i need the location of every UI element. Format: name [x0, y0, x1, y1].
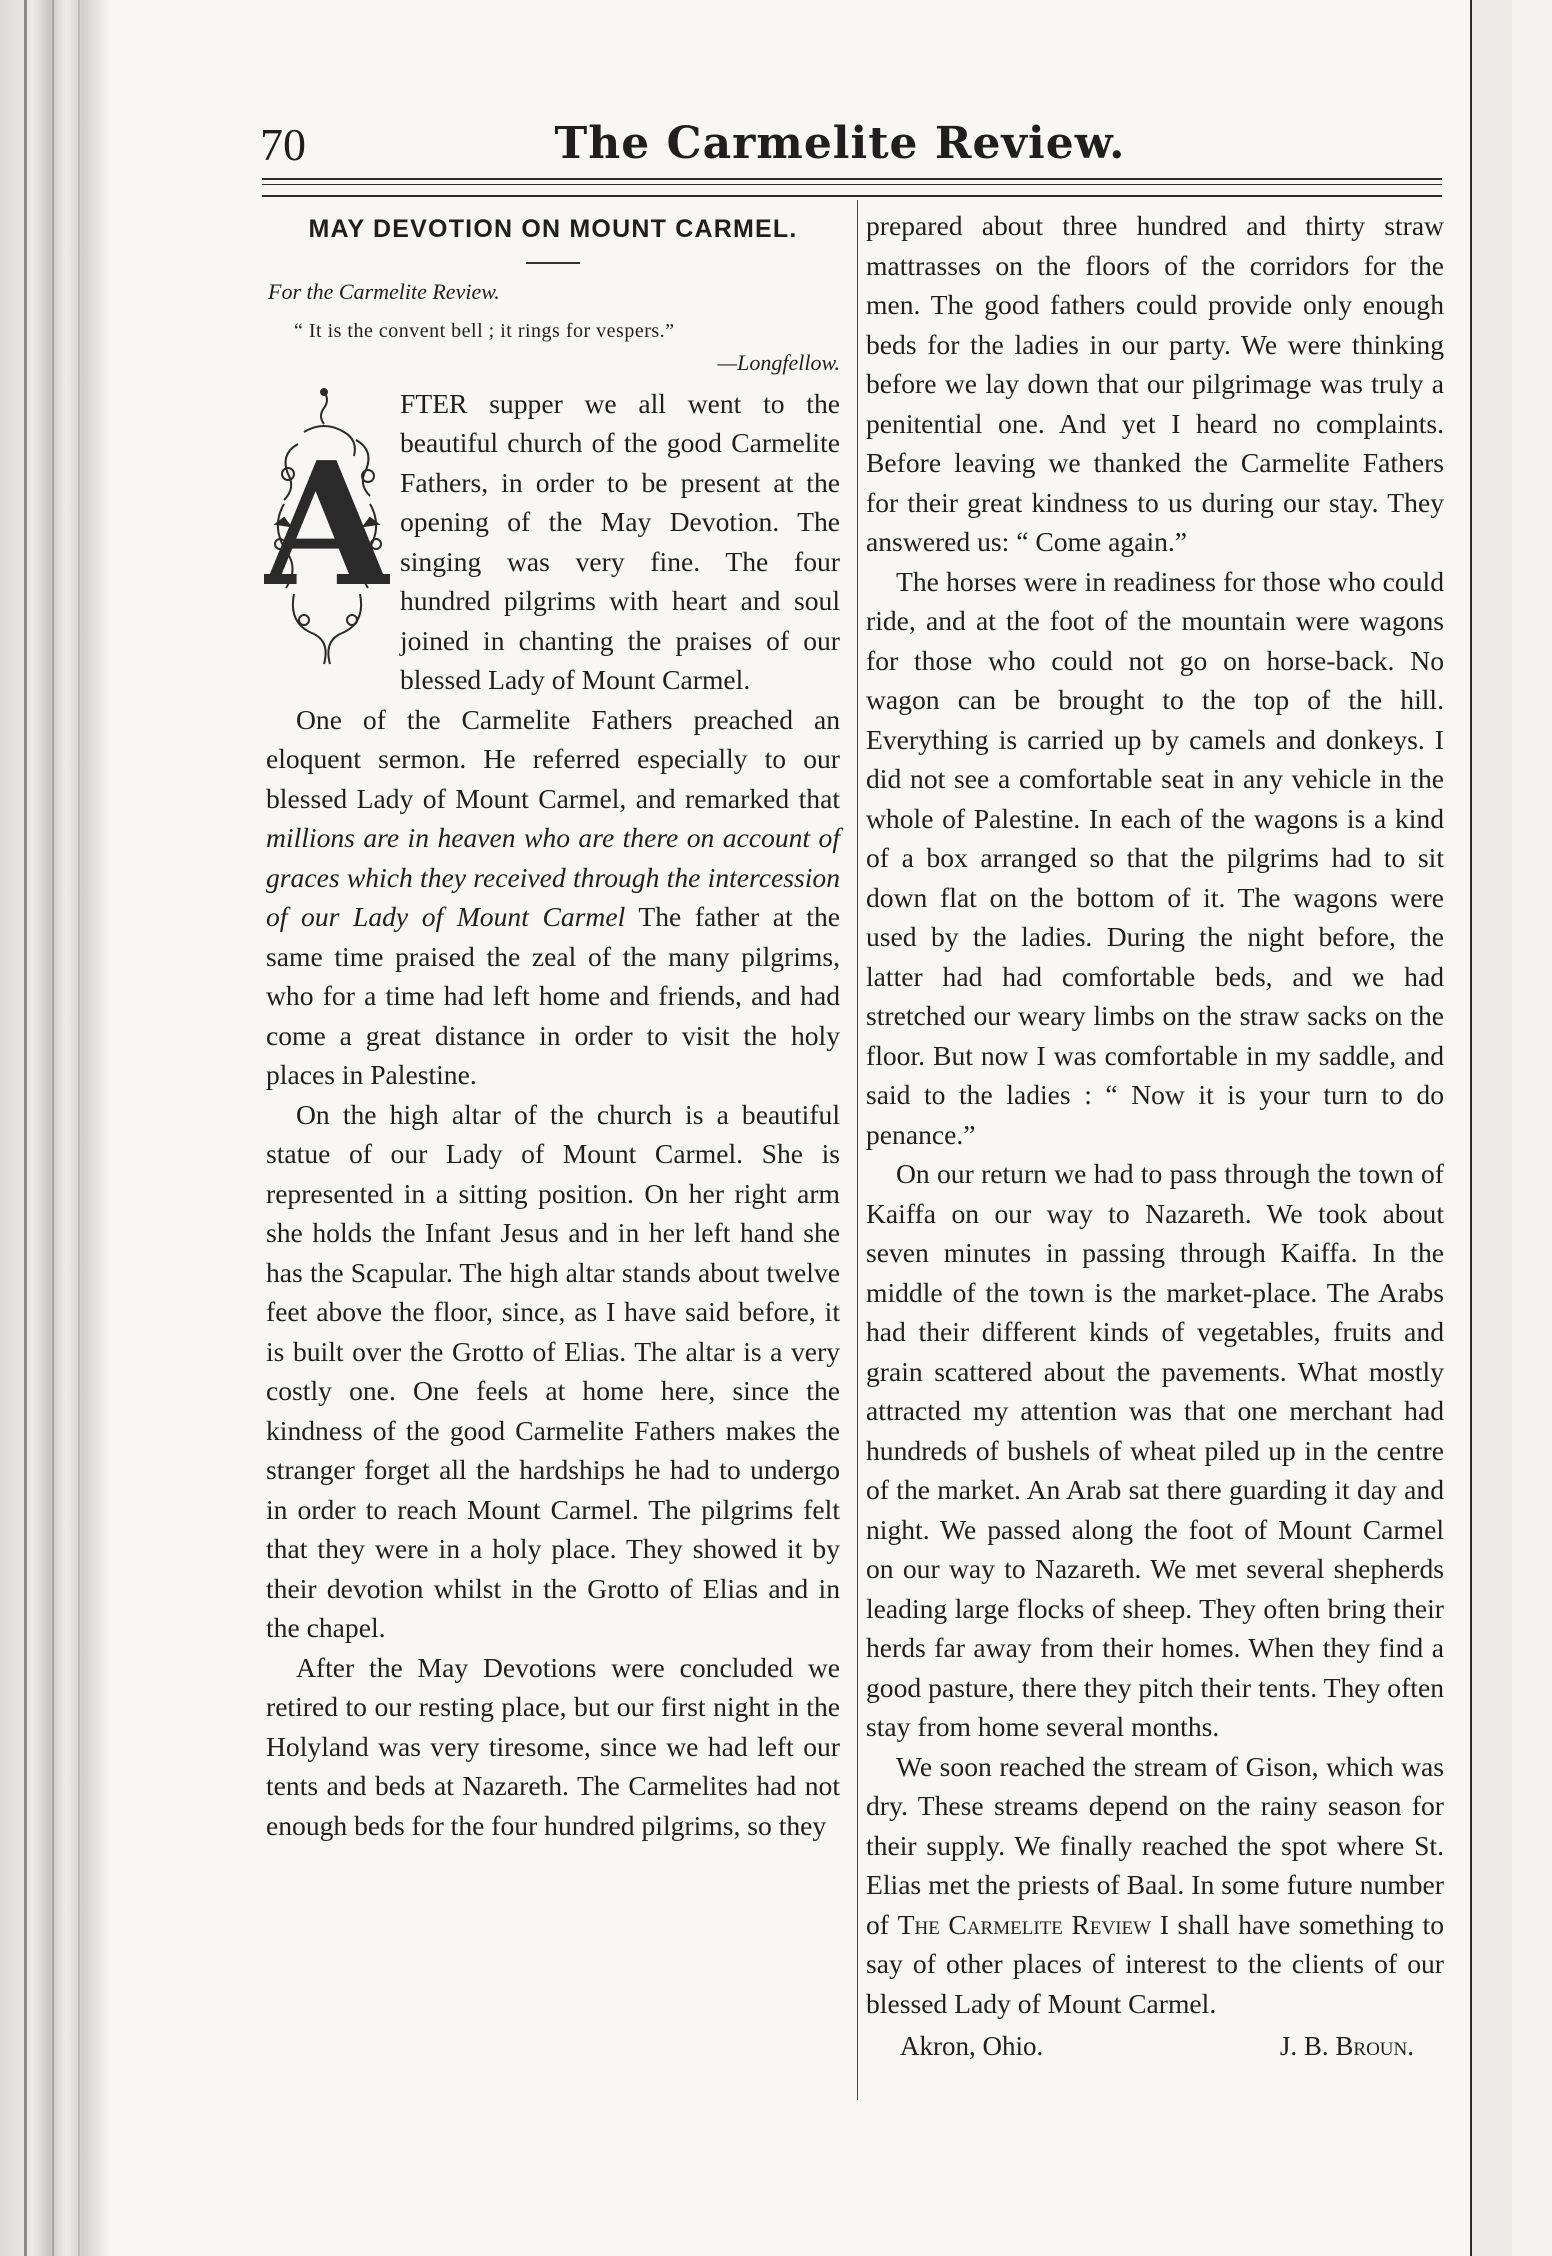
running-head: The Carmelite Review. — [554, 118, 1126, 169]
header-rule — [262, 195, 1442, 197]
drop-cap-ornament — [264, 384, 390, 674]
paragraph-italic: millions are in heaven who are there on account of graces which they received through the intercession of our Lady of Mount Carmel — [266, 822, 840, 932]
journal-name: The Carmelite Review — [897, 1908, 1152, 1940]
ornament-icon — [264, 384, 390, 674]
binding-edge-line — [24, 0, 27, 2256]
page-edge — [1470, 0, 1512, 2256]
header-rule — [262, 184, 1442, 185]
epigraph-author: —Longfellow. — [717, 349, 840, 375]
paragraph — [266, 700, 840, 1095]
paragraph: On our return we had to pass through the town of Kaiffa on our way to Nazareth. We took about seven minutes in passing through Kaiffa. In the middle of the town is the market-place. The Arabs had their different kinds of vegetables, fruits and grain scattered about the pavements. What mostly attracted my attention was that one merchant had hundreds of bushels of wheat piled up in the centre of the market. An Arab sat there guarding it day and night. We passed along the foot of Mount Carmel on our way to Nazareth. We met several shepherds leading large flocks of sheep. They often bring their herds far away from their homes. When they find a good pasture, there they pitch their tents. They often stay from home several months. — [866, 1158, 1444, 1742]
paragraph-text: We soon reached the stream of Gison, which was dry. These streams depend on the rainy season for their supply. We finally reached the spot where St. Elias met the priests of Baal. In some future number of — [866, 1750, 1444, 1940]
signoff — [866, 2027, 1444, 2067]
byline: For the Carmelite Review. — [268, 278, 500, 304]
paragraph — [866, 1747, 1444, 2024]
paragraph: After the May Devotions were concluded we retired to our resting place, but our first night in the Holyland was very tiresome, since we had left our tents and beds at Nazareth. The Carmelites had not enough beds for the four hundred pilgrims, so they — [266, 1651, 840, 1841]
epigraph: “ It is the convent bell ; it rings for vespers.” — [294, 319, 675, 342]
paragraph-text: The father at the same time praised the zeal of the many pilgrims, who for a time had left home and friends, and had come a great distance in order to visit the holy places in Palestine. — [266, 901, 840, 1090]
signoff-place: Akron, Ohio. — [900, 2031, 1044, 2061]
paragraph: The horses were in readiness for those who could ride, and at the foot of the mountain were wagons for those who could not go on horse-back. No wagon can be brought to the top of the hill. Everything is carried up by camels and donkeys. I did not see a comfortable seat in any vehicle in the whole of Palestine. In each of the wagons is a kind of a box arranged so that the pilgrims had to sit down flat on the bottom of it. The wagons were used by the ladies. During the night before, the latter had had comfortable beds, and we had stretched our weary limbs on the straw sacks on the floor. But now I was comfortable in my saddle, and said to the ladies : “ Now it is your turn to do penance.” — [866, 565, 1444, 1150]
book-binding — [0, 0, 110, 2256]
binding-edge-line — [52, 0, 54, 2256]
binding-edge-line — [78, 0, 80, 2256]
drop-cap-letter: A — [264, 424, 390, 625]
paragraph-text: I shall have something to say of other places of interest to the clients of our blessed Lady of Mount Carmel. — [866, 1908, 1444, 2019]
page-number: 70 — [260, 119, 306, 170]
article-title: MAY DEVOTION ON MOUNT CARMEL. — [308, 215, 798, 243]
paragraph: prepared about three hundred and thirty straw mattrasses on the floors of the corridors for the men. The good fathers could provide only enough beds for the ladies in our party. We were thinking before we lay down that our pilgrimage was truly a penitential one. And yet I heard no complaints. Before leaving we thanked the Carmelite Fathers for their great kindness to us during our stay. They answered us: “ Come again.” — [866, 210, 1444, 557]
column-divider — [857, 200, 858, 2100]
paragraph-text: One of the Carmelite Fathers preached an eloquent sermon. He referred especially to our blessed Lady of Mount Carmel, and remarked that — [266, 703, 840, 814]
header-rule — [262, 178, 1442, 180]
right-column — [866, 206, 1444, 2067]
title-rule — [526, 262, 580, 264]
paragraph: On the high altar of the church is a beautiful statue of our Lady of Mount Carmel. She is represented in a sitting position. On her right arm she holds the Infant Jesus and in her left hand she has the Scapular. The high altar stands about twelve feet above the floor, since, as I have said before, it is built over the Grotto of Elias. The altar is a very costly one. One feels at home here, since the kindness of the good Carmelite Fathers makes the stranger forget all the hardships he had to undergo in order to reach Mount Carmel. The pilgrims felt that they were in a holy place. They showed it by their devotion whilst in the Grotto of Elias and in the chapel. — [266, 1098, 840, 1643]
paragraph: FTER supper we all went to the beautiful church of the good Carmelite Fathers, in order to be present at the opening of the May Devotion. The singing was very fine. The four hundred pilgrims with heart and soul joined in chanting the praises of our blessed Lady of Mount Carmel. — [400, 387, 840, 695]
signoff-author: J. B. Broun. — [1279, 2031, 1414, 2061]
left-column — [266, 206, 840, 1845]
